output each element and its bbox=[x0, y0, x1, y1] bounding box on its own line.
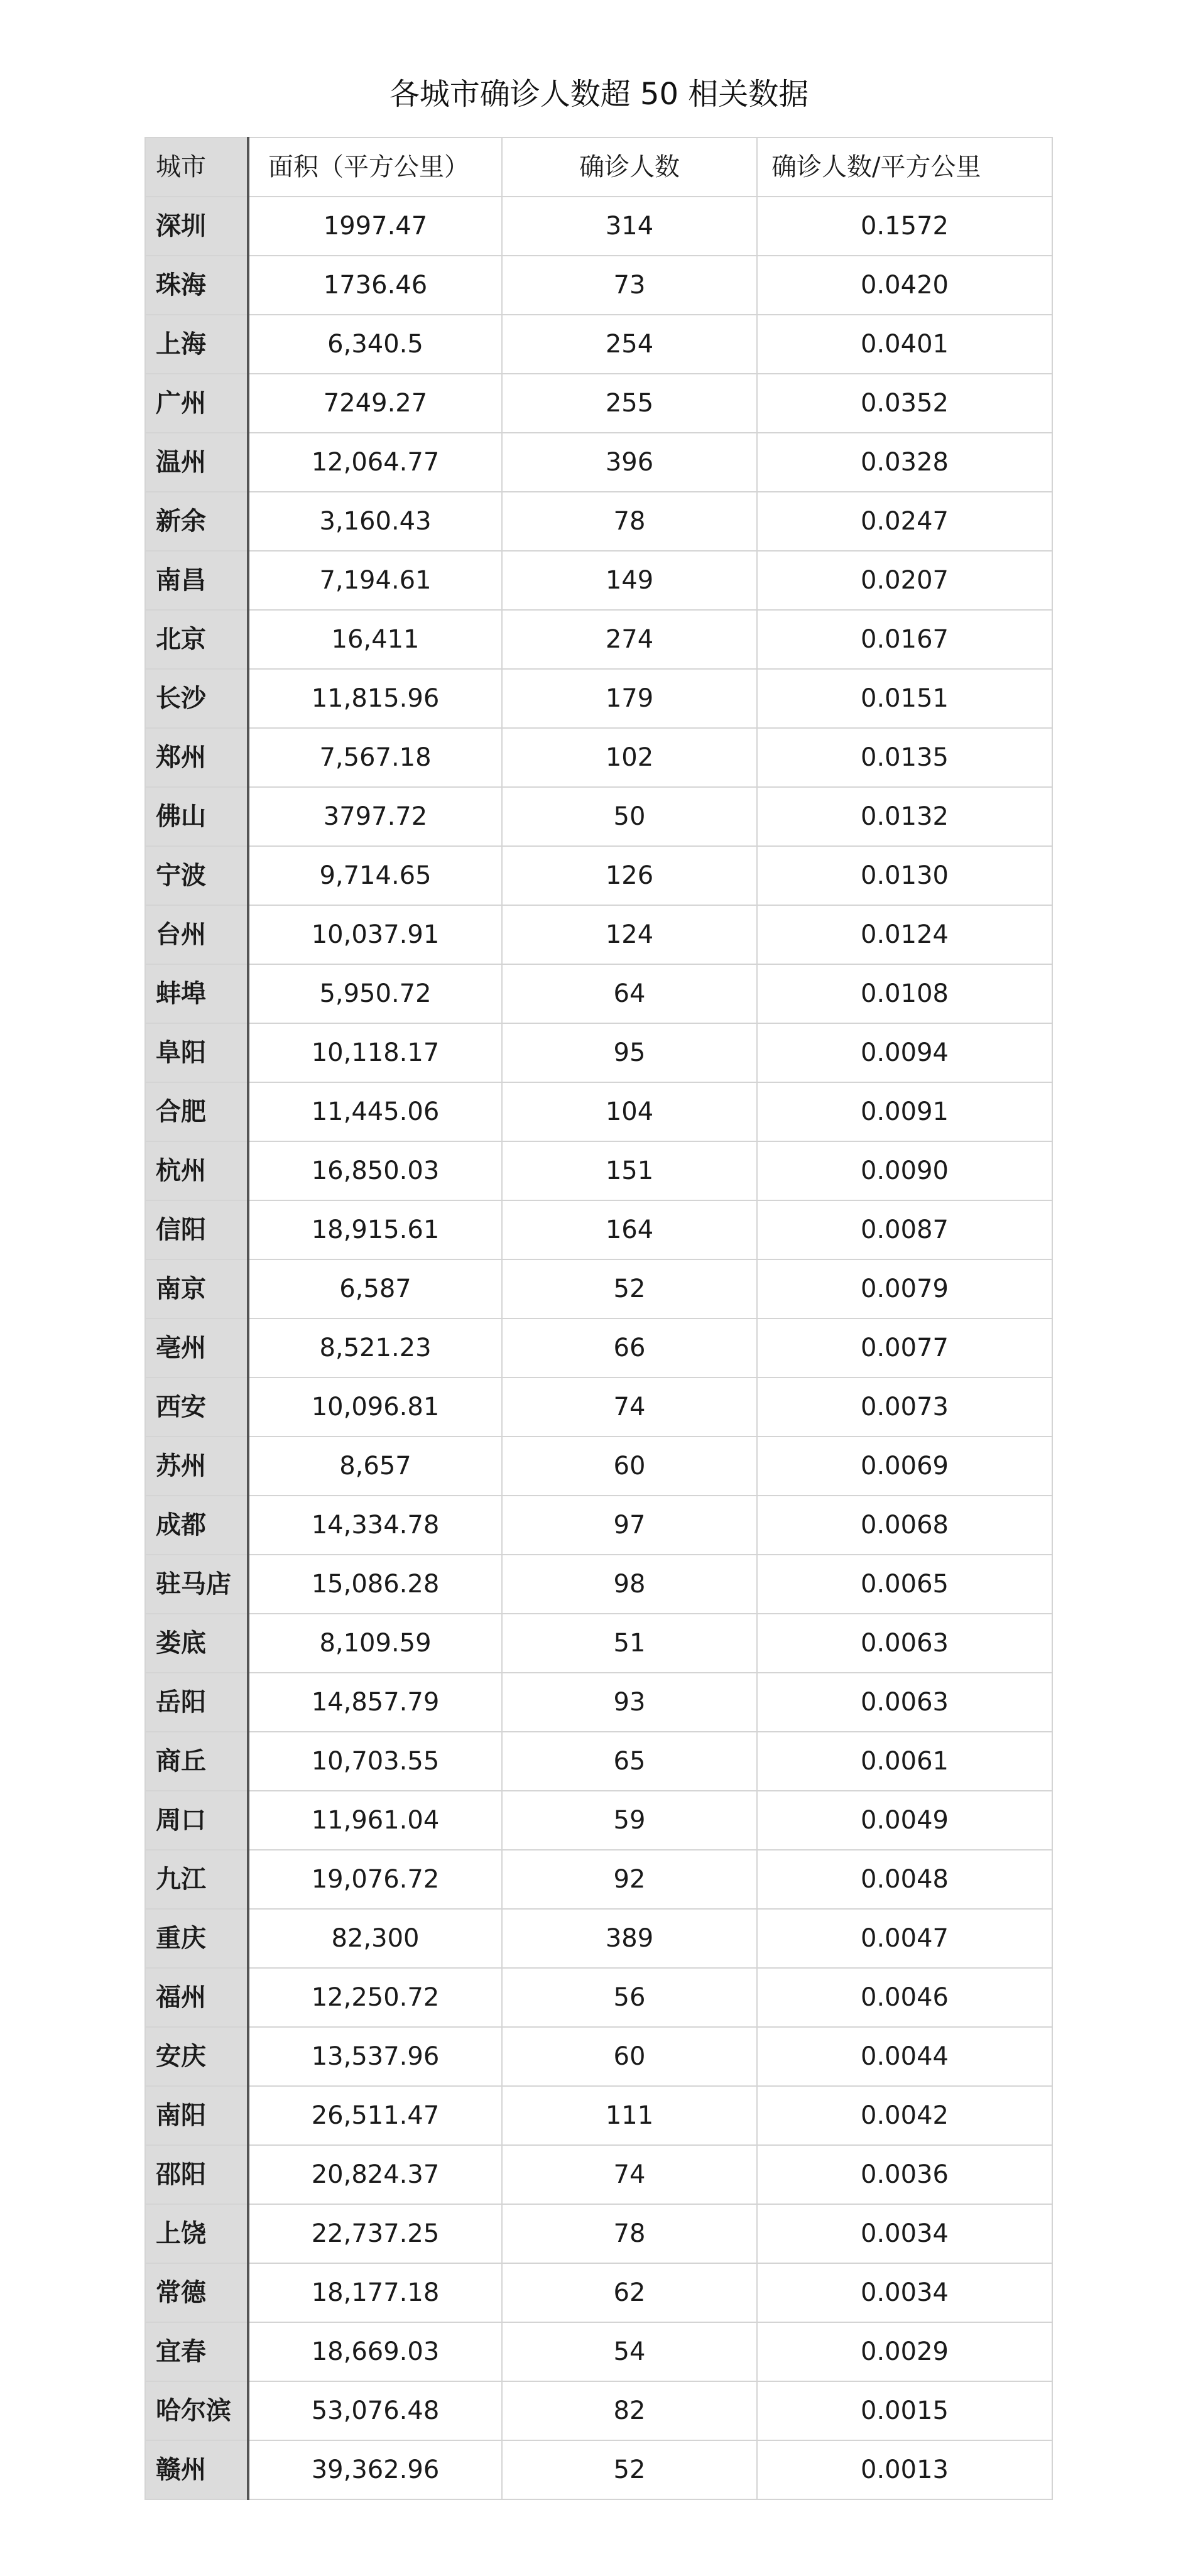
cell-ratio: 0.0328 bbox=[757, 433, 1052, 492]
cell-area: 5,950.72 bbox=[248, 964, 502, 1023]
table-row bbox=[145, 2381, 1052, 2440]
table-row bbox=[145, 2145, 1052, 2204]
cell-area: 3,160.43 bbox=[248, 492, 502, 551]
cell-ratio: 0.0034 bbox=[757, 2263, 1052, 2322]
cell-city: 赣州 bbox=[145, 2440, 248, 2499]
cell-cases: 54 bbox=[502, 2322, 757, 2381]
table-row bbox=[145, 1850, 1052, 1909]
cell-city: 上海 bbox=[145, 315, 248, 374]
table-row bbox=[145, 1909, 1052, 1968]
cell-ratio: 0.0034 bbox=[757, 2204, 1052, 2263]
cell-cases: 73 bbox=[502, 256, 757, 315]
table-row bbox=[145, 728, 1052, 787]
cell-cases: 66 bbox=[502, 1318, 757, 1378]
cell-cases: 149 bbox=[502, 551, 757, 610]
city-data-table bbox=[144, 137, 1053, 2500]
cell-cases: 164 bbox=[502, 1200, 757, 1259]
cell-ratio: 0.0091 bbox=[757, 1082, 1052, 1141]
cell-city: 岳阳 bbox=[145, 1673, 248, 1732]
cell-area: 20,824.37 bbox=[248, 2145, 502, 2204]
cell-city: 深圳 bbox=[145, 197, 248, 256]
cell-area: 19,076.72 bbox=[248, 1850, 502, 1909]
cell-area: 10,037.91 bbox=[248, 905, 502, 964]
cell-ratio: 0.0108 bbox=[757, 964, 1052, 1023]
cell-cases: 396 bbox=[502, 433, 757, 492]
cell-area: 12,250.72 bbox=[248, 1968, 502, 2027]
cell-city: 新余 bbox=[145, 492, 248, 551]
table-row bbox=[145, 1732, 1052, 1791]
cell-area: 82,300 bbox=[248, 1909, 502, 1968]
cell-cases: 314 bbox=[502, 197, 757, 256]
cell-city: 佛山 bbox=[145, 787, 248, 846]
cell-cases: 255 bbox=[502, 374, 757, 433]
table-row bbox=[145, 1555, 1052, 1614]
cell-city: 信阳 bbox=[145, 1200, 248, 1259]
cell-area: 11,815.96 bbox=[248, 669, 502, 728]
table-header bbox=[145, 138, 1052, 197]
cell-area: 13,537.96 bbox=[248, 2027, 502, 2086]
cell-city: 亳州 bbox=[145, 1318, 248, 1378]
cell-cases: 60 bbox=[502, 1437, 757, 1496]
cell-ratio: 0.0401 bbox=[757, 315, 1052, 374]
cell-cases: 179 bbox=[502, 669, 757, 728]
table-row bbox=[145, 1318, 1052, 1378]
cell-ratio: 0.0042 bbox=[757, 2086, 1052, 2145]
cell-city: 西安 bbox=[145, 1378, 248, 1437]
cell-ratio: 0.0036 bbox=[757, 2145, 1052, 2204]
cell-city: 重庆 bbox=[145, 1909, 248, 1968]
column-header-cases: 确诊人数 bbox=[502, 138, 757, 197]
table-row bbox=[145, 2027, 1052, 2086]
cell-cases: 74 bbox=[502, 2145, 757, 2204]
cell-ratio: 0.0068 bbox=[757, 1496, 1052, 1555]
cell-city: 北京 bbox=[145, 610, 248, 669]
cell-city: 成都 bbox=[145, 1496, 248, 1555]
cell-city: 南阳 bbox=[145, 2086, 248, 2145]
cell-city: 驻马店 bbox=[145, 1555, 248, 1614]
cell-city: 宁波 bbox=[145, 846, 248, 905]
table-row bbox=[145, 1200, 1052, 1259]
table-row bbox=[145, 964, 1052, 1023]
cell-ratio: 0.0015 bbox=[757, 2381, 1052, 2440]
cell-area: 10,118.17 bbox=[248, 1023, 502, 1082]
cell-cases: 93 bbox=[502, 1673, 757, 1732]
cell-city: 宜春 bbox=[145, 2322, 248, 2381]
cell-cases: 52 bbox=[502, 2440, 757, 2499]
cell-area: 15,086.28 bbox=[248, 1555, 502, 1614]
table-row bbox=[145, 1437, 1052, 1496]
cell-ratio: 0.0048 bbox=[757, 1850, 1052, 1909]
cell-ratio: 0.0061 bbox=[757, 1732, 1052, 1791]
table-row bbox=[145, 1082, 1052, 1141]
cell-city: 合肥 bbox=[145, 1082, 248, 1141]
cell-cases: 64 bbox=[502, 964, 757, 1023]
table-row bbox=[145, 2204, 1052, 2263]
cell-city: 福州 bbox=[145, 1968, 248, 2027]
cell-area: 3797.72 bbox=[248, 787, 502, 846]
cell-area: 18,177.18 bbox=[248, 2263, 502, 2322]
cell-ratio: 0.0130 bbox=[757, 846, 1052, 905]
table-row bbox=[145, 2086, 1052, 2145]
cell-area: 14,857.79 bbox=[248, 1673, 502, 1732]
table-row bbox=[145, 315, 1052, 374]
cell-ratio: 0.0132 bbox=[757, 787, 1052, 846]
cell-cases: 126 bbox=[502, 846, 757, 905]
cell-cases: 124 bbox=[502, 905, 757, 964]
cell-cases: 97 bbox=[502, 1496, 757, 1555]
cell-city: 常德 bbox=[145, 2263, 248, 2322]
page-title: 各城市确诊人数超 50 相关数据 bbox=[389, 77, 809, 112]
table-row bbox=[145, 1378, 1052, 1437]
table-row bbox=[145, 2440, 1052, 2499]
cell-city: 珠海 bbox=[145, 256, 248, 315]
cell-cases: 274 bbox=[502, 610, 757, 669]
cell-area: 11,445.06 bbox=[248, 1082, 502, 1141]
cell-ratio: 0.0047 bbox=[757, 1909, 1052, 1968]
cell-ratio: 0.0207 bbox=[757, 551, 1052, 610]
cell-city: 广州 bbox=[145, 374, 248, 433]
cell-cases: 98 bbox=[502, 1555, 757, 1614]
cell-cases: 151 bbox=[502, 1141, 757, 1200]
table-row bbox=[145, 1023, 1052, 1082]
cell-ratio: 0.0151 bbox=[757, 669, 1052, 728]
cell-city: 九江 bbox=[145, 1850, 248, 1909]
cell-area: 7,194.61 bbox=[248, 551, 502, 610]
cell-cases: 111 bbox=[502, 2086, 757, 2145]
header-row bbox=[145, 138, 1052, 197]
cell-ratio: 0.0420 bbox=[757, 256, 1052, 315]
cell-ratio: 0.0046 bbox=[757, 1968, 1052, 2027]
cell-cases: 95 bbox=[502, 1023, 757, 1082]
cell-area: 7,567.18 bbox=[248, 728, 502, 787]
cell-area: 16,411 bbox=[248, 610, 502, 669]
cell-area: 16,850.03 bbox=[248, 1141, 502, 1200]
cell-ratio: 0.0124 bbox=[757, 905, 1052, 964]
table-row bbox=[145, 1968, 1052, 2027]
cell-ratio: 0.0090 bbox=[757, 1141, 1052, 1200]
cell-city: 台州 bbox=[145, 905, 248, 964]
cell-area: 22,737.25 bbox=[248, 2204, 502, 2263]
cell-area: 1997.47 bbox=[248, 197, 502, 256]
cell-cases: 65 bbox=[502, 1732, 757, 1791]
table-row bbox=[145, 551, 1052, 610]
cell-city: 商丘 bbox=[145, 1732, 248, 1791]
cell-area: 10,096.81 bbox=[248, 1378, 502, 1437]
cell-area: 18,915.61 bbox=[248, 1200, 502, 1259]
cell-cases: 59 bbox=[502, 1791, 757, 1850]
cell-city: 苏州 bbox=[145, 1437, 248, 1496]
table-row bbox=[145, 2263, 1052, 2322]
cell-cases: 74 bbox=[502, 1378, 757, 1437]
cell-cases: 62 bbox=[502, 2263, 757, 2322]
table-row bbox=[145, 374, 1052, 433]
cell-area: 26,511.47 bbox=[248, 2086, 502, 2145]
cell-cases: 56 bbox=[502, 1968, 757, 2027]
column-header-area: 面积（平方公里） bbox=[248, 138, 502, 197]
table-row bbox=[145, 1614, 1052, 1673]
cell-ratio: 0.0065 bbox=[757, 1555, 1052, 1614]
table-row bbox=[145, 669, 1052, 728]
cell-area: 14,334.78 bbox=[248, 1496, 502, 1555]
cell-ratio: 0.1572 bbox=[757, 197, 1052, 256]
cell-city: 南昌 bbox=[145, 551, 248, 610]
cell-city: 邵阳 bbox=[145, 2145, 248, 2204]
cell-cases: 78 bbox=[502, 2204, 757, 2263]
cell-area: 6,587 bbox=[248, 1259, 502, 1318]
cell-cases: 102 bbox=[502, 728, 757, 787]
cell-ratio: 0.0094 bbox=[757, 1023, 1052, 1082]
column-header-city: 城市 bbox=[145, 138, 248, 197]
cell-ratio: 0.0073 bbox=[757, 1378, 1052, 1437]
cell-area: 1736.46 bbox=[248, 256, 502, 315]
cell-city: 哈尔滨 bbox=[145, 2381, 248, 2440]
table-row bbox=[145, 197, 1052, 256]
cell-area: 8,109.59 bbox=[248, 1614, 502, 1673]
cell-cases: 254 bbox=[502, 315, 757, 374]
cell-city: 娄底 bbox=[145, 1614, 248, 1673]
cell-cases: 52 bbox=[502, 1259, 757, 1318]
cell-ratio: 0.0135 bbox=[757, 728, 1052, 787]
table-row bbox=[145, 256, 1052, 315]
cell-area: 18,669.03 bbox=[248, 2322, 502, 2381]
table-row bbox=[145, 905, 1052, 964]
table-row bbox=[145, 1496, 1052, 1555]
cell-area: 6,340.5 bbox=[248, 315, 502, 374]
table-row bbox=[145, 610, 1052, 669]
cell-ratio: 0.0044 bbox=[757, 2027, 1052, 2086]
cell-ratio: 0.0077 bbox=[757, 1318, 1052, 1378]
cell-city: 长沙 bbox=[145, 669, 248, 728]
cell-cases: 60 bbox=[502, 2027, 757, 2086]
column-header-ratio: 确诊人数/平方公里 bbox=[757, 138, 1052, 197]
cell-area: 12,064.77 bbox=[248, 433, 502, 492]
cell-city: 安庆 bbox=[145, 2027, 248, 2086]
table-row bbox=[145, 492, 1052, 551]
cell-area: 9,714.65 bbox=[248, 846, 502, 905]
cell-ratio: 0.0029 bbox=[757, 2322, 1052, 2381]
cell-area: 53,076.48 bbox=[248, 2381, 502, 2440]
cell-area: 39,362.96 bbox=[248, 2440, 502, 2499]
cell-city: 阜阳 bbox=[145, 1023, 248, 1082]
cell-cases: 92 bbox=[502, 1850, 757, 1909]
cell-area: 7249.27 bbox=[248, 374, 502, 433]
cell-ratio: 0.0013 bbox=[757, 2440, 1052, 2499]
table-row bbox=[145, 2322, 1052, 2381]
cell-area: 8,521.23 bbox=[248, 1318, 502, 1378]
cell-cases: 389 bbox=[502, 1909, 757, 1968]
cell-cases: 78 bbox=[502, 492, 757, 551]
cell-ratio: 0.0069 bbox=[757, 1437, 1052, 1496]
cell-ratio: 0.0087 bbox=[757, 1200, 1052, 1259]
cell-cases: 82 bbox=[502, 2381, 757, 2440]
cell-area: 11,961.04 bbox=[248, 1791, 502, 1850]
cell-ratio: 0.0167 bbox=[757, 610, 1052, 669]
table-row bbox=[145, 433, 1052, 492]
cell-ratio: 0.0063 bbox=[757, 1614, 1052, 1673]
table-row bbox=[145, 1141, 1052, 1200]
cell-city: 蚌埠 bbox=[145, 964, 248, 1023]
cell-cases: 104 bbox=[502, 1082, 757, 1141]
cell-ratio: 0.0049 bbox=[757, 1791, 1052, 1850]
cell-city: 温州 bbox=[145, 433, 248, 492]
cell-city: 南京 bbox=[145, 1259, 248, 1318]
table-row bbox=[145, 1259, 1052, 1318]
cell-city: 郑州 bbox=[145, 728, 248, 787]
table-row bbox=[145, 1673, 1052, 1732]
cell-cases: 50 bbox=[502, 787, 757, 846]
table-row bbox=[145, 787, 1052, 846]
cell-city: 上饶 bbox=[145, 2204, 248, 2263]
cell-area: 10,703.55 bbox=[248, 1732, 502, 1791]
cell-city: 周口 bbox=[145, 1791, 248, 1850]
cell-ratio: 0.0352 bbox=[757, 374, 1052, 433]
cell-cases: 51 bbox=[502, 1614, 757, 1673]
cell-ratio: 0.0247 bbox=[757, 492, 1052, 551]
cell-area: 8,657 bbox=[248, 1437, 502, 1496]
cell-ratio: 0.0079 bbox=[757, 1259, 1052, 1318]
table-row bbox=[145, 846, 1052, 905]
table-row bbox=[145, 1791, 1052, 1850]
cell-city: 杭州 bbox=[145, 1141, 248, 1200]
cell-ratio: 0.0063 bbox=[757, 1673, 1052, 1732]
table-body bbox=[145, 197, 1052, 2499]
